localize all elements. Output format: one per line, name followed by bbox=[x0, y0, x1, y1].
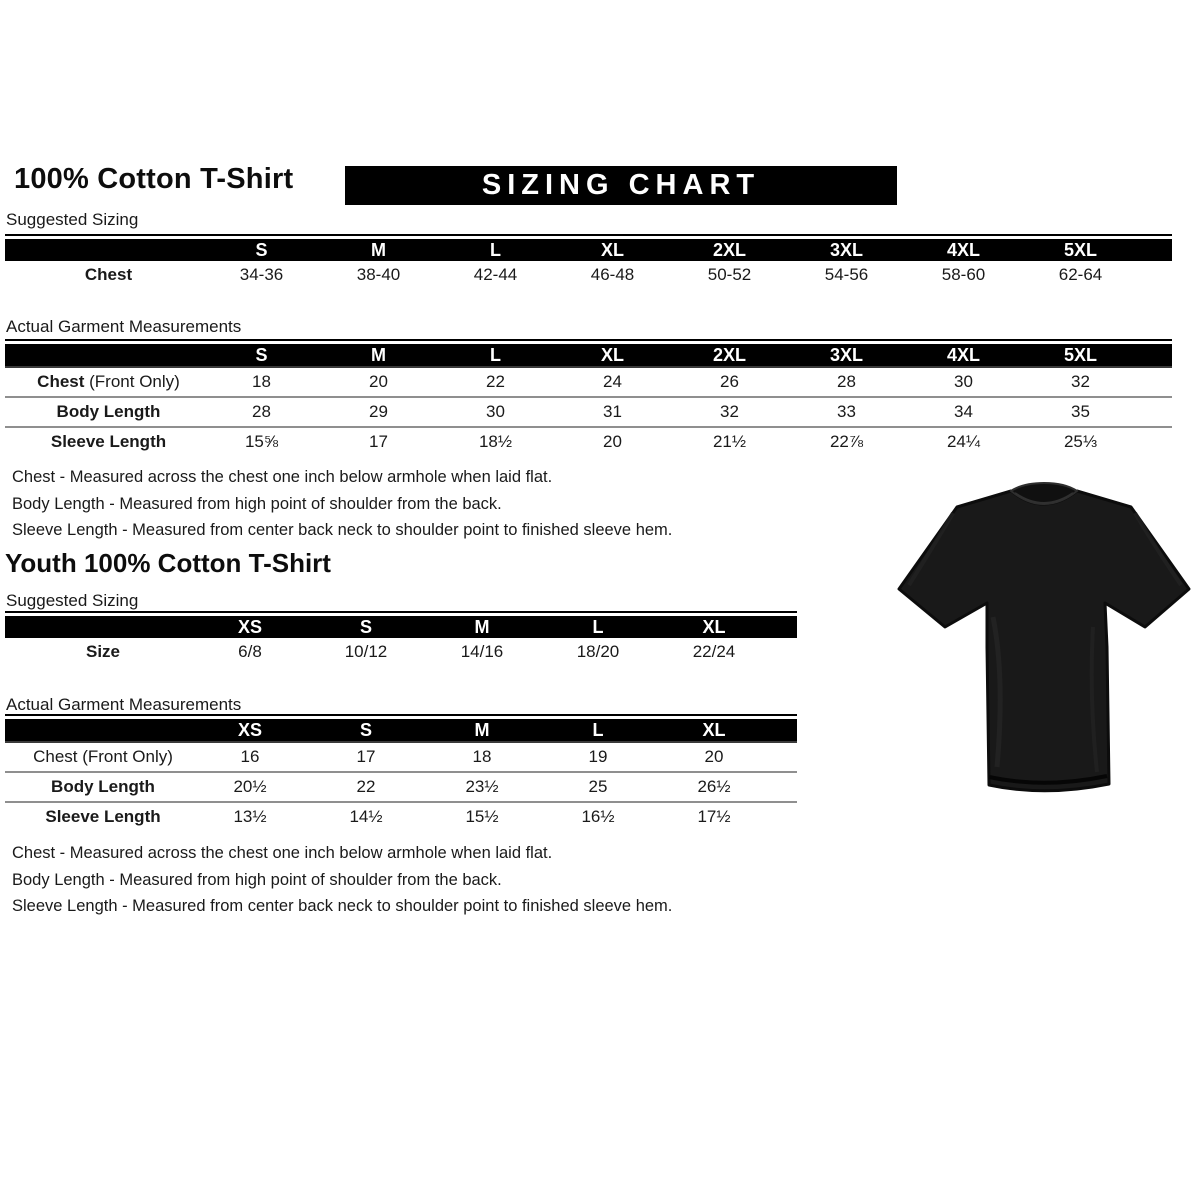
size-header: 4XL bbox=[905, 239, 1022, 261]
size-header: M bbox=[424, 719, 540, 742]
size-header: M bbox=[320, 344, 437, 367]
cell: 22⅞ bbox=[829, 432, 864, 451]
cell: 54-56 bbox=[824, 265, 869, 284]
row-label: Sleeve Length bbox=[45, 807, 161, 826]
cell: 28 bbox=[203, 397, 320, 427]
tshirt-graphic bbox=[893, 477, 1195, 815]
cell: 16 bbox=[192, 742, 308, 772]
row-label bbox=[5, 367, 203, 397]
header-spacer-cell bbox=[1139, 239, 1172, 261]
cell: 10/12 bbox=[344, 642, 388, 661]
cell: 20½ bbox=[192, 772, 308, 802]
cell: 34-36 bbox=[239, 265, 284, 284]
cell: 46-48 bbox=[590, 265, 635, 284]
cell: 14½ bbox=[349, 807, 383, 826]
size-header: S bbox=[308, 719, 424, 742]
cell: 29 bbox=[320, 397, 437, 427]
table-top-rule bbox=[5, 611, 797, 613]
adult-suggested-sizing-label: Suggested Sizing bbox=[6, 210, 139, 229]
sizing-chart-banner-label: SIZING CHART bbox=[481, 169, 761, 201]
row-label: Body Length bbox=[5, 772, 192, 802]
cell: 13½ bbox=[233, 807, 267, 826]
spacer-cell bbox=[1139, 367, 1172, 397]
spacer-cell bbox=[772, 772, 797, 802]
cell: 17 bbox=[308, 742, 424, 772]
cell: 18/20 bbox=[576, 642, 620, 661]
size-header: L bbox=[540, 719, 656, 742]
table-header-row bbox=[5, 616, 797, 638]
row-label: Chest (Front Only) bbox=[5, 742, 192, 772]
cell: 22 bbox=[437, 367, 554, 397]
cell: 17½ bbox=[697, 807, 731, 826]
table-row-sleeve-length bbox=[5, 802, 797, 831]
cell: 22 bbox=[308, 772, 424, 802]
page-title: 100% Cotton T-Shirt bbox=[14, 163, 294, 195]
size-header: XL bbox=[656, 719, 772, 742]
size-header: 4XL bbox=[905, 344, 1022, 367]
cell: 62-64 bbox=[1058, 265, 1103, 284]
header-spacer-cell bbox=[772, 719, 797, 742]
cell: 23½ bbox=[424, 772, 540, 802]
cell: 20 bbox=[320, 367, 437, 397]
row-label: Chest bbox=[84, 265, 133, 284]
table-row bbox=[5, 261, 1172, 289]
cell: 34 bbox=[905, 397, 1022, 427]
table-header-row bbox=[5, 239, 1172, 261]
note-line: Body Length - Measured from high point of shoulder from the back. bbox=[12, 870, 502, 889]
cell: 38-40 bbox=[356, 265, 401, 284]
cell: 50-52 bbox=[707, 265, 752, 284]
size-header: L bbox=[540, 616, 656, 638]
spacer-cell bbox=[772, 742, 797, 772]
cell: 16½ bbox=[581, 807, 615, 826]
header-spacer-cell bbox=[5, 616, 192, 638]
table-row-chest bbox=[5, 367, 1172, 397]
header-spacer-cell bbox=[772, 616, 797, 638]
adult-actual-measurements-table bbox=[5, 344, 1172, 456]
size-header: M bbox=[424, 616, 540, 638]
youth-suggested-sizing-table bbox=[5, 616, 797, 666]
cell: 32 bbox=[671, 397, 788, 427]
table-row-body-length bbox=[5, 772, 797, 802]
table-row-sleeve-length bbox=[5, 427, 1172, 456]
table-top-rule bbox=[5, 714, 797, 716]
adult-measurement-notes bbox=[12, 464, 672, 544]
size-header: S bbox=[203, 344, 320, 367]
cell: 25⅓ bbox=[1063, 432, 1098, 451]
note-line: Sleeve Length - Measured from center back neck to shoulder point to finished sleeve hem. bbox=[12, 897, 673, 915]
row-label-main: Chest bbox=[37, 372, 85, 391]
size-header: M bbox=[320, 239, 437, 261]
youth-actual-measurements-label: Actual Garment Measurements bbox=[6, 695, 242, 714]
youth-section-title: Youth 100% Cotton T-Shirt bbox=[5, 548, 331, 578]
cell: 14/16 bbox=[460, 642, 504, 661]
header-spacer-cell bbox=[5, 239, 203, 261]
table-header-row bbox=[5, 719, 797, 742]
header-spacer-cell bbox=[5, 719, 192, 742]
cell: 35 bbox=[1022, 397, 1139, 427]
cell: 26 bbox=[671, 367, 788, 397]
cell: 32 bbox=[1022, 367, 1139, 397]
cell: 17 bbox=[369, 432, 388, 451]
cell: 30 bbox=[905, 367, 1022, 397]
size-header: XL bbox=[554, 344, 671, 367]
row-label: Sleeve Length bbox=[50, 432, 167, 451]
size-header: 5XL bbox=[1022, 239, 1139, 261]
row-label: Body Length bbox=[5, 397, 203, 427]
row-label-suffix: (Front Only) bbox=[84, 372, 180, 391]
cell: 26½ bbox=[656, 772, 772, 802]
header-spacer-cell bbox=[1139, 344, 1172, 367]
note-line: Body Length - Measured from high point of shoulder from the back. bbox=[12, 494, 502, 513]
size-header: 2XL bbox=[671, 344, 788, 367]
cell: 20 bbox=[603, 432, 622, 451]
spacer-cell bbox=[1139, 427, 1172, 456]
header-spacer-cell bbox=[5, 344, 203, 367]
table-top-rule bbox=[5, 339, 1172, 341]
cell: 18½ bbox=[478, 432, 513, 451]
youth-actual-measurements-table bbox=[5, 719, 797, 831]
cell: 42-44 bbox=[473, 265, 518, 284]
note-line: Sleeve Length - Measured from center back neck to shoulder point to finished sleeve hem. bbox=[12, 521, 673, 539]
table-row-chest bbox=[5, 742, 797, 772]
size-header: XS bbox=[192, 719, 308, 742]
cell: 21½ bbox=[712, 432, 747, 451]
cell: 6/8 bbox=[238, 642, 262, 661]
cell: 20 bbox=[656, 742, 772, 772]
table-row-body-length bbox=[5, 397, 1172, 427]
adult-actual-measurements-label: Actual Garment Measurements bbox=[6, 317, 242, 336]
spacer-cell bbox=[1139, 397, 1172, 427]
cell: 33 bbox=[788, 397, 905, 427]
size-header: L bbox=[437, 239, 554, 261]
size-header: S bbox=[308, 616, 424, 638]
table-row-size bbox=[5, 638, 797, 666]
cell: 18 bbox=[203, 367, 320, 397]
adult-suggested-sizing-table bbox=[5, 239, 1172, 289]
size-header: 5XL bbox=[1022, 344, 1139, 367]
cell: 19 bbox=[540, 742, 656, 772]
youth-measurement-notes bbox=[12, 840, 672, 920]
cell: 15½ bbox=[465, 807, 499, 826]
cell: 15⅝ bbox=[244, 432, 279, 451]
size-header: L bbox=[437, 344, 554, 367]
table-top-rule bbox=[5, 234, 1172, 236]
cell: 18 bbox=[424, 742, 540, 772]
spacer-cell bbox=[772, 802, 797, 831]
youth-suggested-sizing-label: Suggested Sizing bbox=[6, 591, 139, 610]
size-header: 2XL bbox=[671, 239, 788, 261]
size-header: XS bbox=[192, 616, 308, 638]
note-line: Chest - Measured across the chest one inch below armhole when laid flat. bbox=[12, 844, 553, 862]
cell: 28 bbox=[788, 367, 905, 397]
spacer-cell bbox=[772, 638, 797, 666]
cell: 25 bbox=[540, 772, 656, 802]
cell: 30 bbox=[437, 397, 554, 427]
size-header: XL bbox=[656, 616, 772, 638]
note-line: Chest - Measured across the chest one inch below armhole when laid flat. bbox=[12, 468, 553, 486]
black-tshirt-image bbox=[893, 477, 1195, 815]
cell: 22/24 bbox=[692, 642, 736, 661]
cell: 58-60 bbox=[941, 265, 986, 284]
spacer-cell bbox=[1139, 261, 1172, 289]
size-header: 3XL bbox=[788, 344, 905, 367]
size-header: S bbox=[203, 239, 320, 261]
cell: 24 bbox=[554, 367, 671, 397]
cell: 24¼ bbox=[946, 432, 981, 451]
table-header-row bbox=[5, 344, 1172, 367]
size-header: 3XL bbox=[788, 239, 905, 261]
row-label: Size bbox=[85, 642, 121, 661]
cell: 31 bbox=[554, 397, 671, 427]
sizing-chart-banner bbox=[345, 166, 897, 205]
size-header: XL bbox=[554, 239, 671, 261]
